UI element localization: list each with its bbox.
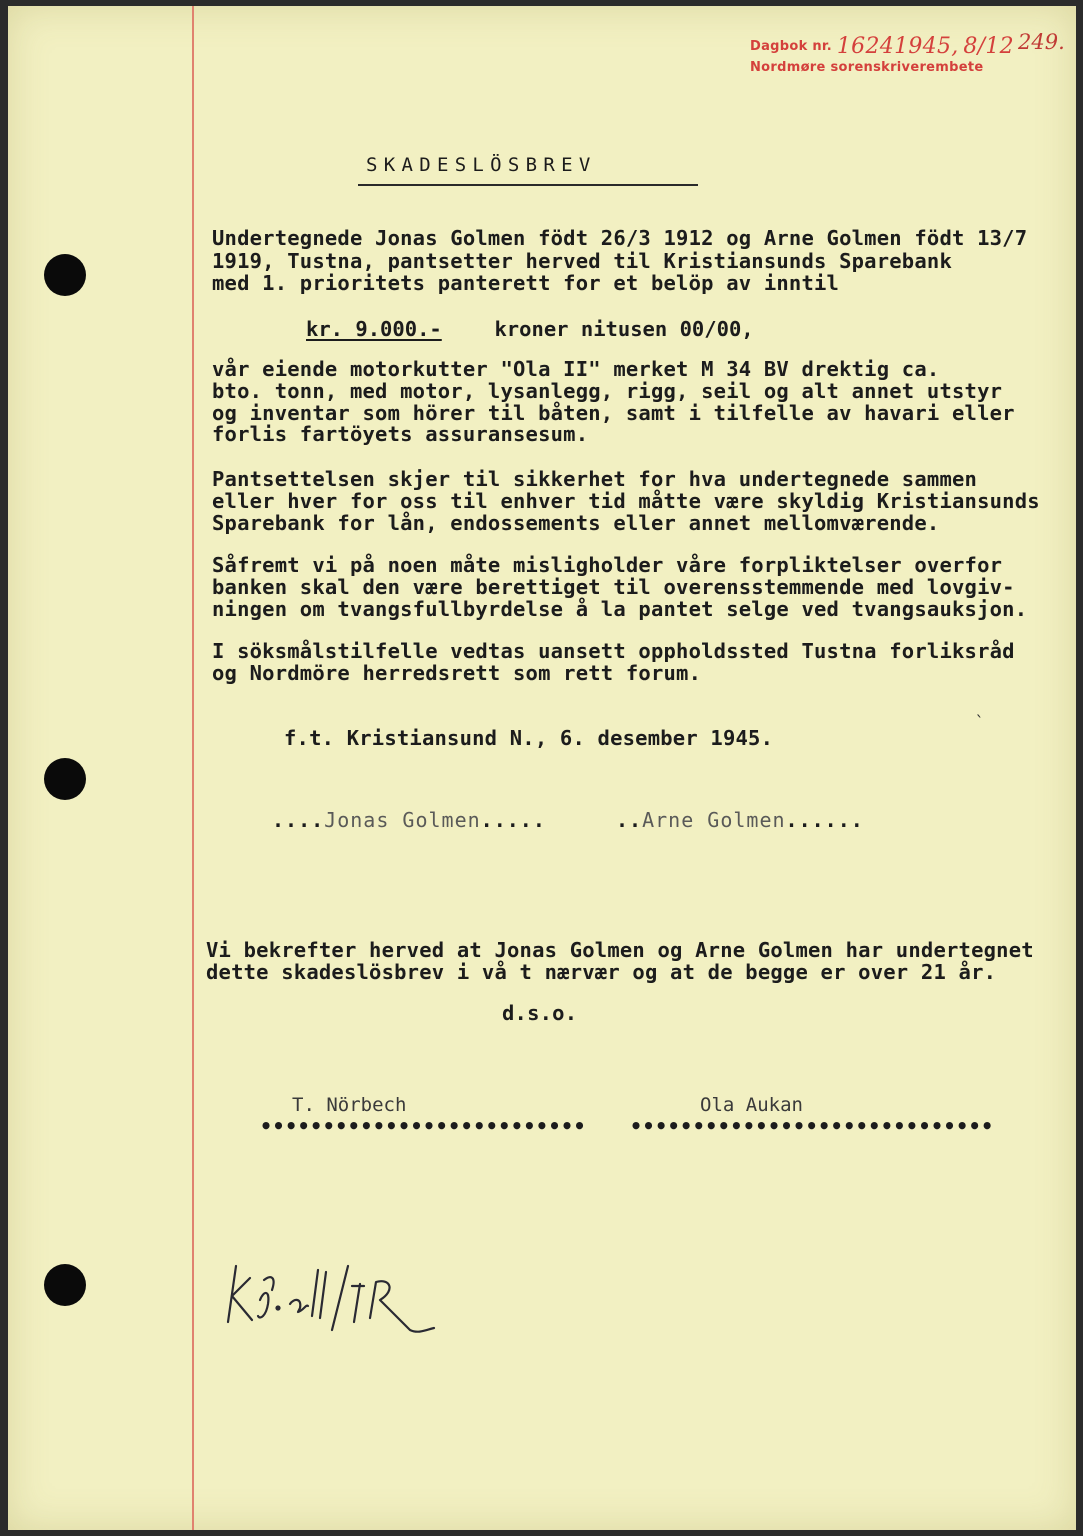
default-line-2: banken skal den være berettiget til overensstemmende med lovgiv- (212, 575, 1015, 599)
intro-line-1: Undertegnede Jonas Golmen födt 26/3 1912 og Arne Golmen födt 13/7 (212, 226, 1028, 250)
margin-rule (192, 6, 194, 1530)
stamp-prefix: Dagbok nr. (750, 39, 833, 54)
stamp-year: 1945, (894, 34, 959, 59)
venue-line-1: I söksmålstilfelle vedtas uansett oppholdssted Tustna forliksråd (212, 639, 1015, 663)
default-line-1: Såfremt vi på noen måte misligholder våre forpliktelser overfor (212, 553, 1003, 577)
signature-second: Arne Golmen (642, 808, 786, 832)
witness-line-2: dette skadeslösbrev i vå t nærvær og at de begge er over 21 år. (206, 960, 997, 984)
amount-figure: kr. 9.000.- (306, 317, 442, 341)
security-line-3: Sparebank for lån, endossements eller annet mellomværende. (212, 511, 940, 535)
vessel-line-3: og inventar som hörer til båten, samt i tilfelle av havari eller (212, 401, 1015, 425)
vessel-line-2: bto. tonn, med motor, lysanlegg, rigg, seil og alt annet utstyr (212, 379, 1003, 403)
ink-tick-mark: ˎ (974, 698, 984, 717)
signature-first: Jonas Golmen (324, 808, 481, 832)
vessel-line-4: forlis fartöyets assuransesum. (212, 422, 589, 446)
punch-hole-middle (44, 758, 86, 800)
title-underline (358, 184, 698, 186)
registry-stamp-line (750, 34, 1014, 59)
venue-line-2: og Nordmöre herredsrett som rett forum. (212, 661, 702, 685)
intro-line-2: 1919, Tustna, pantsetter herved til Kristiansunds Sparebank (212, 249, 952, 273)
document-page (8, 6, 1076, 1530)
page-number: 249. (1018, 30, 1065, 54)
security-line-1: Pantsettelsen skjer til sikkerhet for hva undertegnede sammen (212, 467, 978, 491)
amount-words: kroner nitusen 00/00, (494, 317, 754, 341)
registry-stamp-office: Nordmøre sorenskriverembete (750, 60, 984, 75)
witness-name-first: T. Nörbech (292, 1094, 407, 1116)
punch-hole-bottom (44, 1264, 86, 1306)
witness-dotline-first: •••••••••••••••••••••••••• (260, 1114, 587, 1138)
document-title: SKADESLÖSBREV (366, 154, 597, 176)
signature-line-second: ..Arne Golmen...... (616, 808, 864, 832)
intro-line-3: med 1. prioritets panterett for et belöp av inntil (212, 271, 840, 295)
witness-line-1: Vi bekrefter herved at Jonas Golmen og Arne Golmen har undertegnet (206, 938, 1034, 962)
dso-mark: d.s.o. (502, 1001, 578, 1025)
punch-hole-top (44, 254, 86, 296)
default-line-3: ningen om tvangsfullbyrdelse å la pantet selge ved tvangsauksjon. (212, 597, 1028, 621)
stamp-entry-number: 1624 (836, 34, 895, 59)
vessel-line-1: vår eiende motorkutter "Ola II" merket M 34 BV drektig ca. (212, 357, 940, 381)
witness-dotline-second: ••••••••••••••••••••••••••••• (630, 1114, 994, 1138)
signature-line-first: ....Jonas Golmen..... (272, 808, 546, 832)
amount-line (306, 317, 754, 341)
stamp-date: 8/12 (963, 34, 1014, 59)
security-line-2: eller hver for oss til enhver tid måtte være skyldig Kristiansunds (212, 489, 1040, 513)
witness-name-second: Ola Aukan (700, 1094, 803, 1116)
place-date: f.t. Kristiansund N., 6. desember 1945. (284, 726, 774, 750)
marginal-note-handwriting (220, 1260, 450, 1340)
